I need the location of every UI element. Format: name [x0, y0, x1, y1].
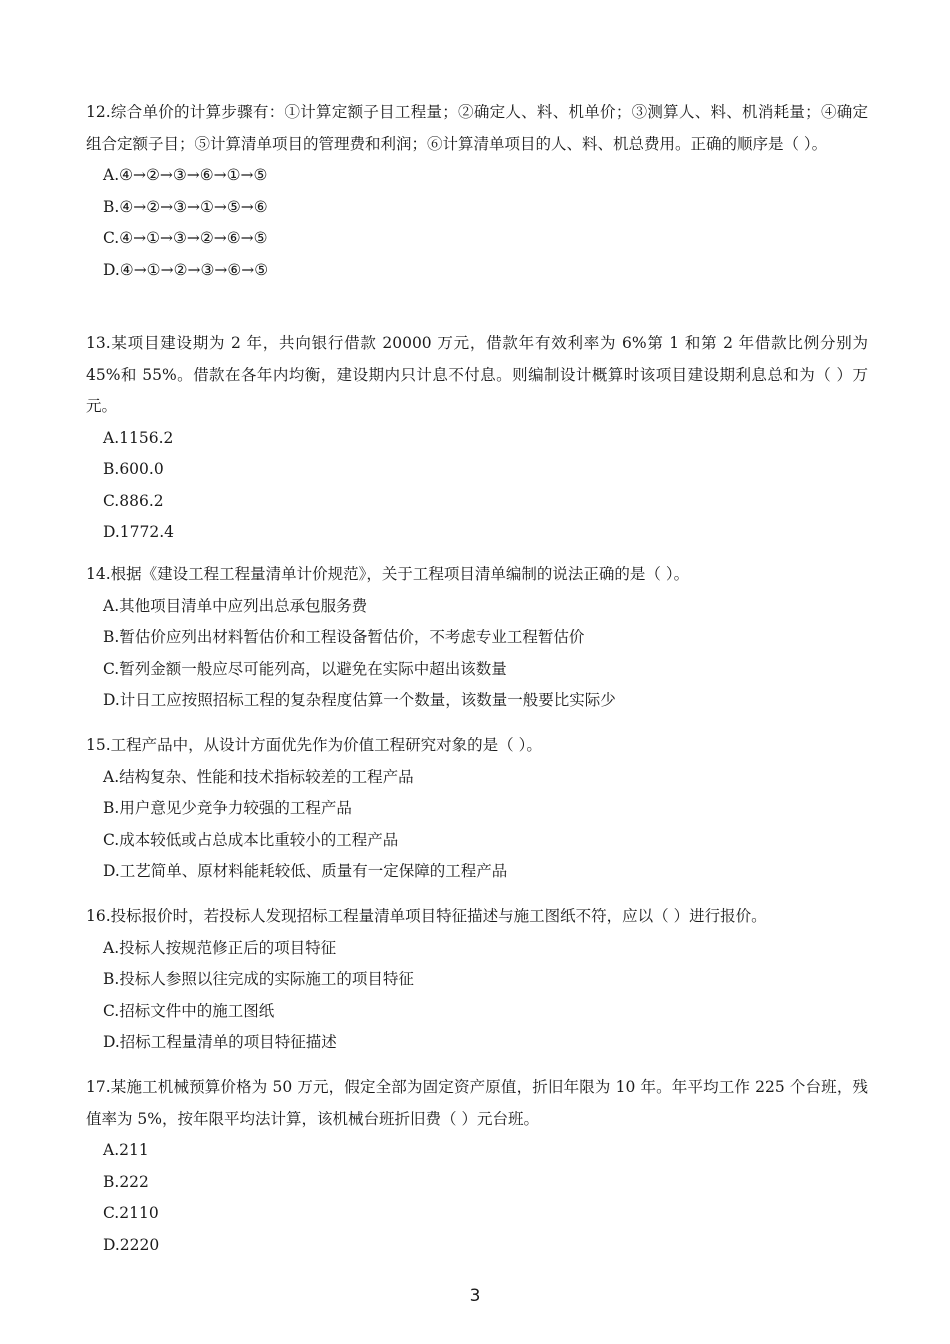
page-number: 3 — [469, 1286, 481, 1306]
option-c: C.暂列金额一般应尽可能列高，以避免在实际中超出该数量 — [103, 659, 507, 678]
option-list — [86, 762, 868, 888]
option-b: B.222 — [103, 1172, 149, 1191]
option-a: A.211 — [103, 1141, 149, 1159]
option-b: B.用户意见少竞争力较强的工程产品 — [103, 799, 352, 817]
option-c: C.成本较低或占总成本比重较小的工程产品 — [103, 830, 399, 849]
question-14 — [86, 559, 868, 717]
option-a: A.④→②→③→⑥→①→⑤ — [103, 166, 268, 184]
question-17 — [86, 1072, 868, 1261]
option-b: B.④→②→③→①→⑤→⑥ — [103, 197, 268, 216]
option-list — [86, 1135, 868, 1261]
option-c: C.④→①→③→②→⑥→⑤ — [103, 229, 268, 247]
option-c: C.招标文件中的施工图纸 — [103, 1001, 275, 1020]
option-b: B.投标人参照以往完成的实际施工的项目特征 — [103, 970, 414, 988]
option-d: D.招标工程量清单的项目特征描述 — [103, 1033, 337, 1051]
question-13 — [86, 328, 868, 549]
option-list — [86, 160, 868, 286]
question-stem: 15.工程产品中，从设计方面优先作为价值工程研究对象的是（ ）。 — [86, 736, 542, 754]
question-16 — [86, 901, 868, 1059]
option-a: A.结构复杂、性能和技术指标较差的工程产品 — [103, 767, 414, 786]
option-d: D.工艺简单、原材料能耗较低、质量有一定保障的工程产品 — [103, 862, 508, 880]
option-c: C.886.2 — [103, 491, 164, 510]
option-d: D.计日工应按照招标工程的复杂程度估算一个数量，该数量一般要比实际少 — [103, 691, 616, 709]
question-stem: 12.综合单价的计算步骤有：①计算定额子目工程量；②确定人、料、机单价；③测算人、料、机消耗量；④确定组合定额子目；⑤计算清单项目的管理费和利润；⑥计算清单项目的人、料、机总费用。正确的顺序是（ ）。 — [86, 103, 868, 153]
question-12 — [86, 97, 868, 286]
option-list — [86, 423, 868, 549]
question-stem: 13.某项目建设期为 2 年，共向银行借款 20000 万元，借款年有效利率为 6%第 1 和第 2 年借款比例分别为 45%和 55%。借款在各年内均衡，建设期内只计息不付息。则编制设计概算时该项目建设期利息总和为（ ）万元。 — [86, 334, 868, 415]
option-list — [86, 933, 868, 1059]
option-c: C.2110 — [103, 1204, 159, 1222]
option-a: A.投标人按规范修正后的项目特征 — [103, 938, 337, 957]
option-b: B.暂估价应列出材料暂估价和工程设备暂估价，不考虑专业工程暂估价 — [103, 628, 585, 646]
question-stem: 16.投标报价时，若投标人发现招标工程量清单项目特征描述与施工图纸不符，应以（ ）进行报价。 — [86, 907, 767, 925]
option-b: B.600.0 — [103, 460, 164, 478]
option-list — [86, 591, 868, 717]
question-stem: 14.根据《建设工程工程量清单计价规范》，关于工程项目清单编制的说法正确的是（ ）。 — [86, 565, 690, 583]
question-stem: 17.某施工机械预算价格为 50 万元，假定全部为固定资产原值，折旧年限为 10 年。年平均工作 225 个台班，残值率为 5%，按年限平均法计算，该机械台班折旧费（ ）元台班。 — [86, 1078, 868, 1128]
option-d: D.2220 — [103, 1235, 160, 1254]
question-15 — [86, 730, 868, 888]
option-d: D.1772.4 — [103, 523, 175, 541]
option-a: A.其他项目清单中应列出总承包服务费 — [103, 596, 368, 615]
option-d: D.④→①→②→③→⑥→⑤ — [103, 260, 269, 279]
option-a: A.1156.2 — [103, 428, 174, 447]
